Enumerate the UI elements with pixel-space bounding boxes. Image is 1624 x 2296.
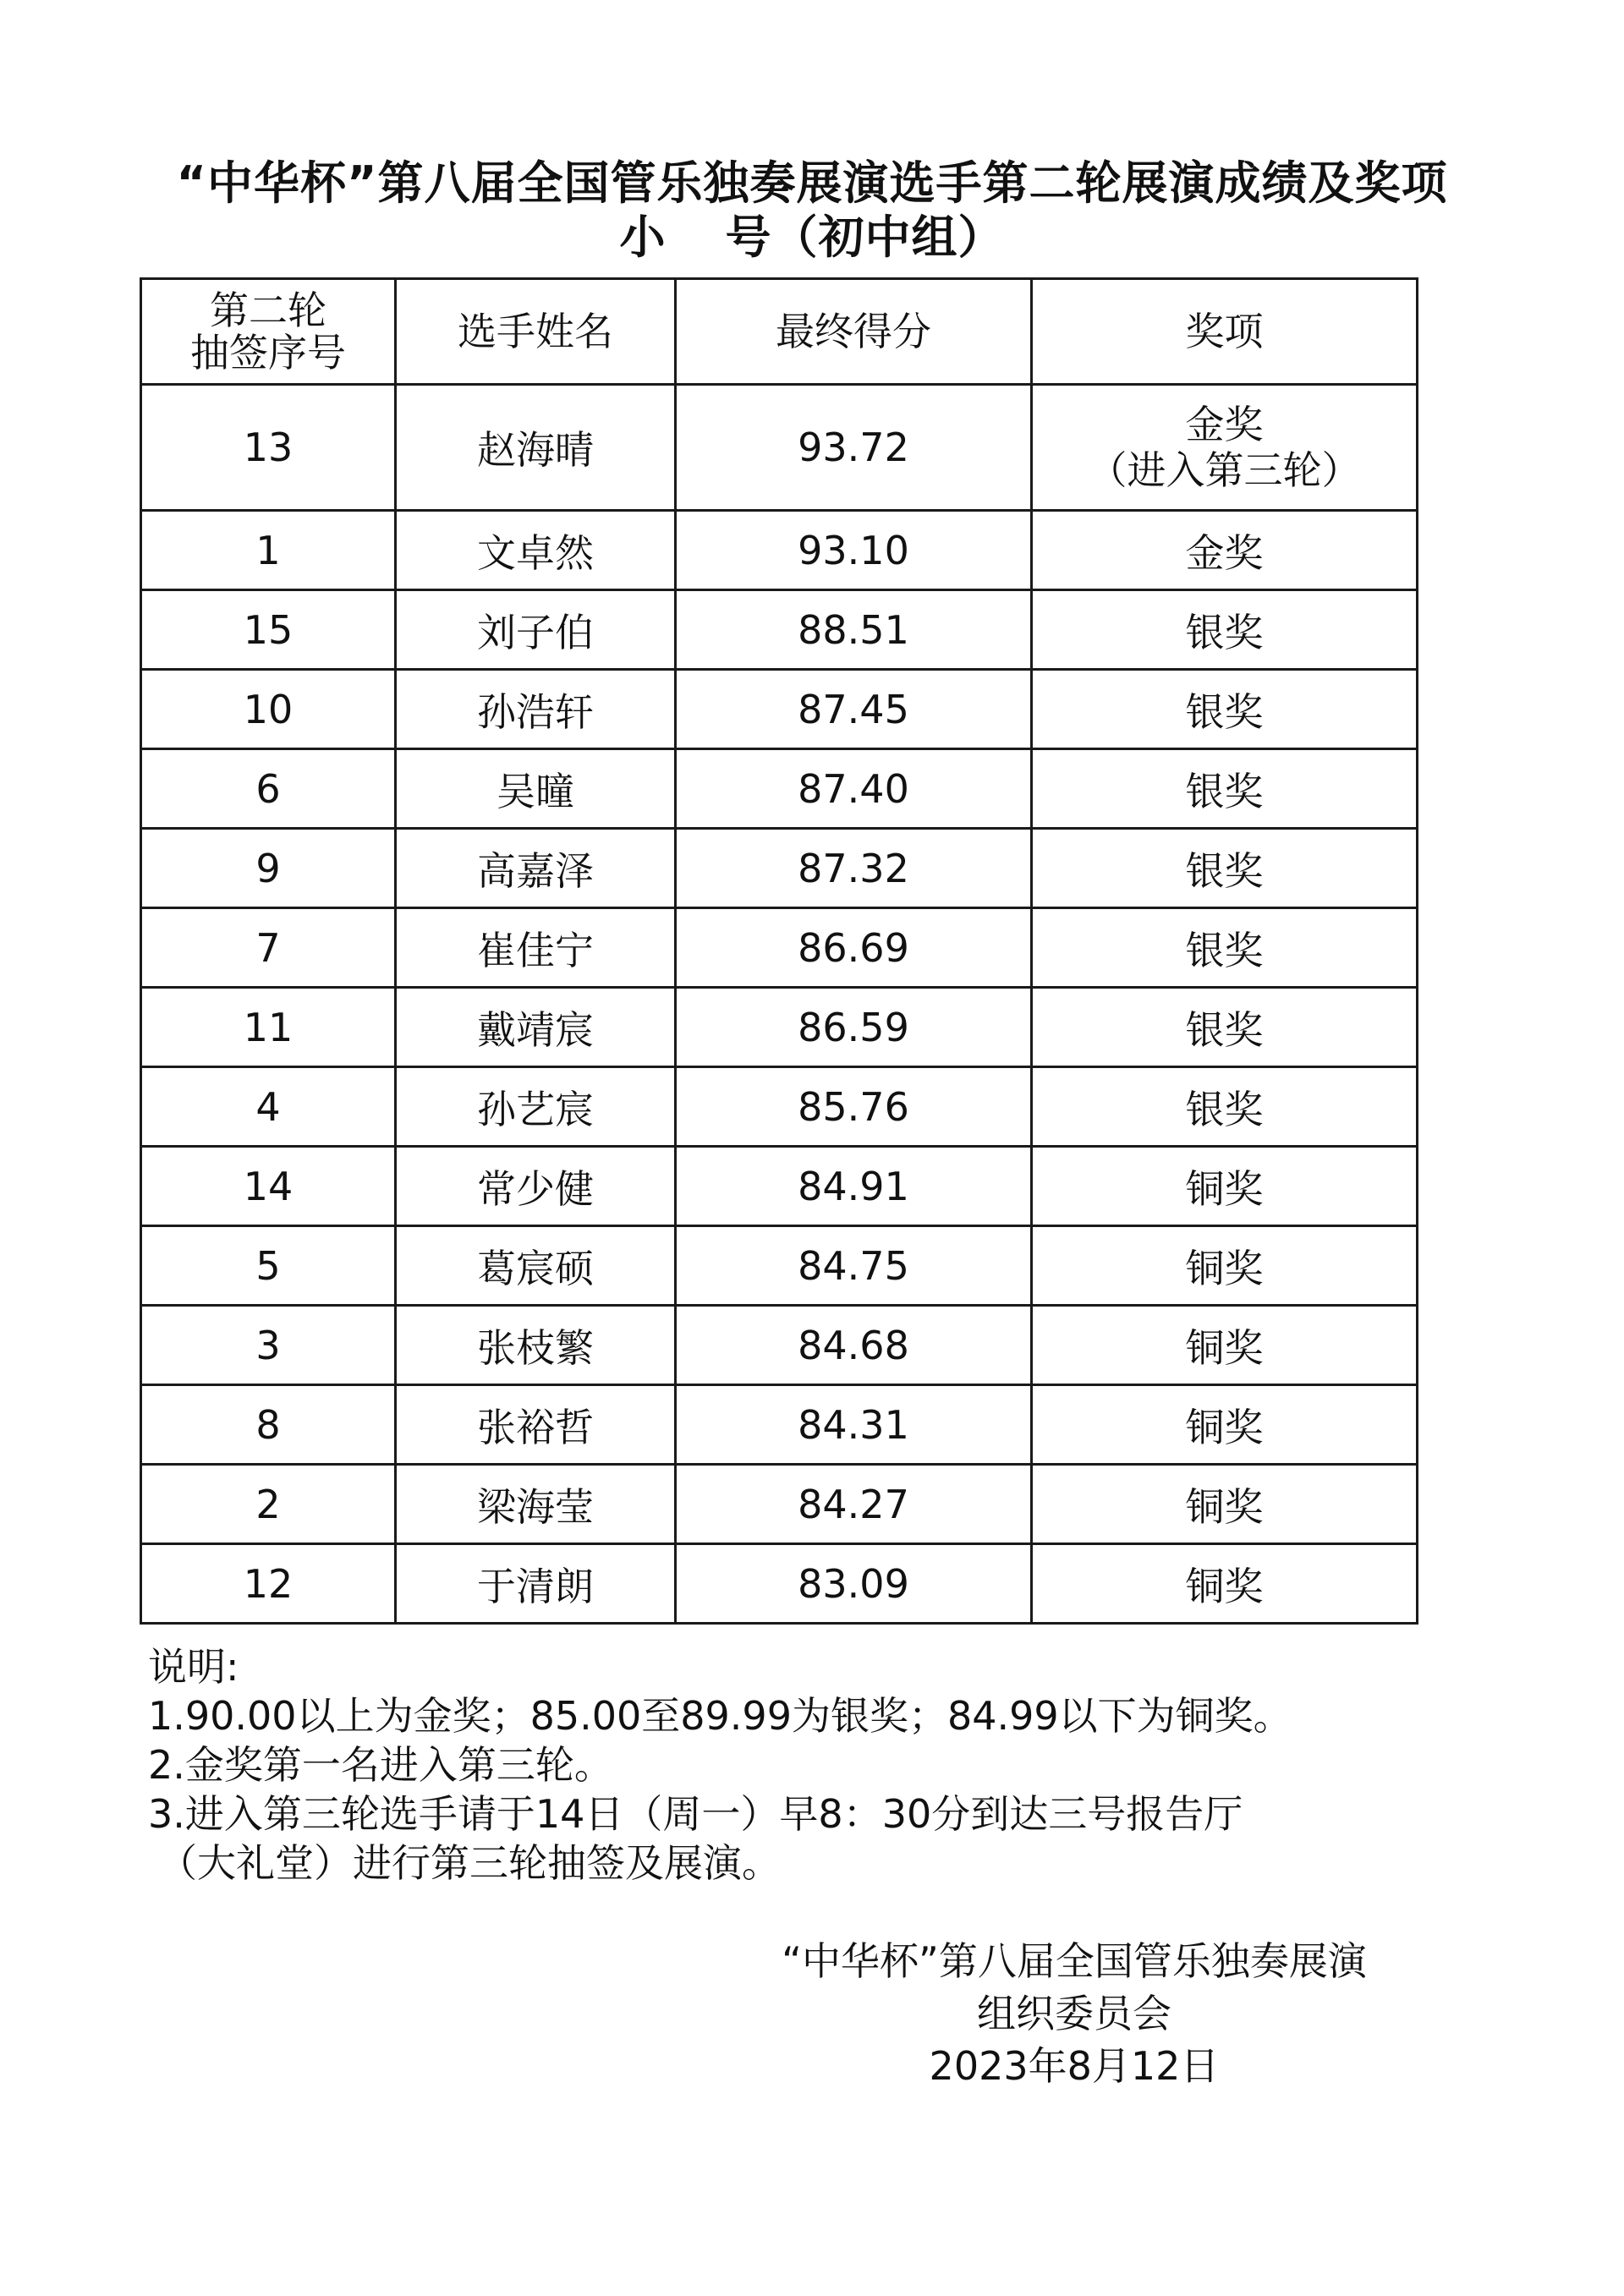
cell-name: 刘子伯 xyxy=(396,590,676,670)
cell-seq: 12 xyxy=(141,1544,396,1624)
cell-award: 银奖 xyxy=(1032,749,1418,829)
table-row xyxy=(141,908,1418,988)
cell-award: 金奖 xyxy=(1032,511,1418,590)
cell-seq: 10 xyxy=(141,670,396,749)
cell-seq: 4 xyxy=(141,1067,396,1147)
notes-section xyxy=(148,1642,1292,1888)
cell-name: 葛宸硕 xyxy=(396,1226,676,1306)
note-line-2: 2.金奖第一名进入第三轮。 xyxy=(148,1742,613,1788)
cell-award: 银奖 xyxy=(1032,670,1418,749)
table-row xyxy=(141,1544,1418,1624)
cell-name: 孙艺宸 xyxy=(396,1067,676,1147)
table-row xyxy=(141,829,1418,908)
cell-award: 铜奖 xyxy=(1032,1385,1418,1465)
cell-seq: 9 xyxy=(141,829,396,908)
table-row xyxy=(141,1385,1418,1465)
cell-award: 银奖 xyxy=(1032,590,1418,670)
table-row xyxy=(141,385,1418,511)
page-title: “中华杯”第八届全国管乐独奏展演选手第二轮展演成绩及奖项 xyxy=(176,156,1448,210)
cell-award: 铜奖 xyxy=(1032,1465,1418,1544)
note-line-4: （大礼堂）进行第三轮抽签及展演。 xyxy=(158,1840,781,1886)
cell-name: 梁海莹 xyxy=(396,1465,676,1544)
header-seq-line2: 抽签序号 xyxy=(190,330,346,375)
cell-score: 87.32 xyxy=(676,829,1032,908)
cell-name: 戴靖宸 xyxy=(396,988,676,1067)
award-note: （进入第三轮） xyxy=(1088,447,1361,493)
cell-seq: 11 xyxy=(141,988,396,1067)
table-row xyxy=(141,1465,1418,1544)
footer-date: 2023年8月12日 xyxy=(929,2043,1220,2089)
table-row xyxy=(141,590,1418,670)
note-line-3: 3.进入第三轮选手请于14日（周一）早8：30分到达三号报告厅 xyxy=(148,1791,1243,1837)
cell-award: 银奖 xyxy=(1032,829,1418,908)
cell-score: 84.27 xyxy=(676,1465,1032,1544)
cell-name: 张枝繁 xyxy=(396,1306,676,1385)
cell-award: 铜奖 xyxy=(1032,1147,1418,1226)
header-name: 选手姓名 xyxy=(396,279,676,385)
cell-name: 吴曈 xyxy=(396,749,676,829)
cell-seq: 7 xyxy=(141,908,396,988)
cell-name: 赵海晴 xyxy=(396,385,676,511)
cell-name: 文卓然 xyxy=(396,511,676,590)
cell-award: 铜奖 xyxy=(1032,1306,1418,1385)
cell-score: 86.59 xyxy=(676,988,1032,1067)
cell-score: 84.91 xyxy=(676,1147,1032,1226)
table-row xyxy=(141,1147,1418,1226)
header-seq-line1: 第二轮 xyxy=(210,288,326,333)
cell-score: 84.31 xyxy=(676,1385,1032,1465)
cell-score: 87.40 xyxy=(676,749,1032,829)
cell-award: 铜奖 xyxy=(1032,1226,1418,1306)
cell-seq: 3 xyxy=(141,1306,396,1385)
table-row xyxy=(141,1226,1418,1306)
cell-name: 崔佳宁 xyxy=(396,908,676,988)
cell-name: 于清朗 xyxy=(396,1544,676,1624)
footer-org: “中华杯”第八届全国管乐独奏展演 xyxy=(782,1938,1367,1984)
cell-score: 85.76 xyxy=(676,1067,1032,1147)
table-row xyxy=(141,1306,1418,1385)
cell-seq: 5 xyxy=(141,1226,396,1306)
cell-score: 93.72 xyxy=(676,385,1032,511)
cell-award: 银奖 xyxy=(1032,988,1418,1067)
table-header-row xyxy=(141,279,1418,385)
cell-name: 常少健 xyxy=(396,1147,676,1226)
cell-score: 84.75 xyxy=(676,1226,1032,1306)
table-row xyxy=(141,988,1418,1067)
footer-committee: 组织委员会 xyxy=(976,1991,1171,2036)
note-line-1: 1.90.00以上为金奖；85.00至89.99为银奖；84.99以下为铜奖。 xyxy=(148,1693,1292,1739)
notes-heading: 说明: xyxy=(148,1644,239,1690)
cell-seq: 2 xyxy=(141,1465,396,1544)
cell-seq: 6 xyxy=(141,749,396,829)
table-row xyxy=(141,670,1418,749)
cell-score: 88.51 xyxy=(676,590,1032,670)
signature-block xyxy=(782,1935,1367,2092)
cell-award: 银奖 xyxy=(1032,1067,1418,1147)
cell-seq: 14 xyxy=(141,1147,396,1226)
cell-name: 孙浩轩 xyxy=(396,670,676,749)
award-label: 金奖 xyxy=(1185,402,1264,447)
header-seq xyxy=(141,279,396,385)
cell-score: 84.68 xyxy=(676,1306,1032,1385)
group-label: 号（初中组） xyxy=(725,211,1005,264)
header-award: 奖项 xyxy=(1032,279,1418,385)
results-table xyxy=(140,277,1418,1625)
instrument-label: 小 xyxy=(619,211,667,264)
cell-score: 86.69 xyxy=(676,908,1032,988)
cell-seq: 8 xyxy=(141,1385,396,1465)
cell-score: 93.10 xyxy=(676,511,1032,590)
cell-score: 87.45 xyxy=(676,670,1032,749)
cell-seq: 15 xyxy=(141,590,396,670)
cell-seq: 1 xyxy=(141,511,396,590)
cell-award: 铜奖 xyxy=(1032,1544,1418,1624)
header-score: 最终得分 xyxy=(676,279,1032,385)
page-subtitle xyxy=(0,211,1624,264)
cell-name: 高嘉泽 xyxy=(396,829,676,908)
cell-award: 银奖 xyxy=(1032,908,1418,988)
cell-score: 83.09 xyxy=(676,1544,1032,1624)
table-row xyxy=(141,749,1418,829)
cell-seq: 13 xyxy=(141,385,396,511)
cell-name: 张裕哲 xyxy=(396,1385,676,1465)
table-row xyxy=(141,1067,1418,1147)
cell-award xyxy=(1032,385,1418,511)
table-row xyxy=(141,511,1418,590)
